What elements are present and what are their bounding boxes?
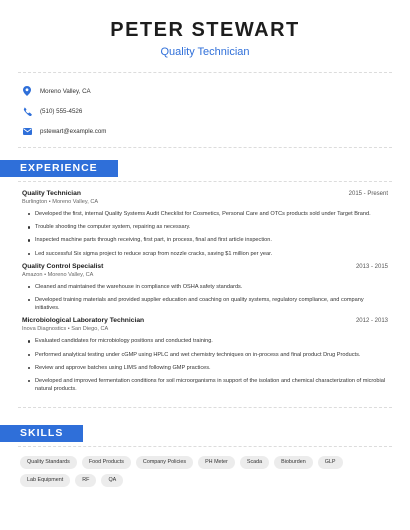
candidate-name: PETER STEWART: [110, 19, 300, 41]
job-location: Moreno Valley, CA: [52, 199, 99, 205]
job-bullets: [22, 210, 388, 258]
job-bullet: Performed analytical testing under cGMP using HPLC and wet chemistry techniques on in-process and final product Drug Products.: [28, 351, 388, 359]
job-entry: [0, 317, 410, 393]
contact-email-text: pstewart@example.com: [40, 127, 107, 135]
skill-chip: Company Policies: [136, 456, 193, 469]
job-location: Moreno Valley, CA: [47, 271, 94, 278]
divider: [18, 147, 392, 148]
job-bullet: Developed and improved fermentation conditions for soil microorganisms in support of the isolation and chemical characterization of microbial natural products.: [28, 377, 388, 393]
divider: [18, 446, 392, 447]
contact-location-text: Moreno Valley, CA: [40, 87, 91, 95]
job-bullet: Trouble shooting the computer system, repairing as necessary.: [28, 223, 388, 231]
candidate-title: Quality Technician: [160, 46, 250, 58]
job-entry: [0, 190, 410, 258]
skills-list: [0, 456, 410, 487]
job-entry: [0, 263, 410, 313]
job-company: Burlington: [22, 199, 48, 205]
job-dates: 2015 - Present: [348, 191, 388, 197]
map-pin-icon: [22, 86, 32, 96]
job-bullets: [22, 283, 388, 313]
job-company-location: Inova Diagnostics • San Diego, CA: [22, 326, 109, 333]
job-title: Microbiological Laboratory Technician: [22, 317, 145, 325]
job-bullet: Cleaned and maintained the warehouse in compliance with OSHA safety standards.: [28, 283, 388, 291]
contact-phone-text: (510) 555-4526: [40, 107, 83, 115]
skill-chip: Food Products: [82, 456, 131, 469]
job-bullets: [22, 337, 388, 393]
skill-chip: RF: [75, 474, 96, 487]
contact-block: [0, 73, 410, 147]
job-bullet: Inspected machine parts through receiving, first part, in process, final and first article inspection.: [28, 236, 388, 244]
skill-chip: Quality Standards: [20, 456, 77, 469]
contact-phone: [22, 101, 388, 121]
skill-chip: Bioburden: [274, 456, 313, 469]
experience-list: [0, 190, 410, 393]
experience-heading: EXPERIENCE: [0, 160, 118, 177]
skill-chip: Lab Equipment: [20, 474, 70, 487]
job-company: Amazon: [22, 271, 43, 278]
experience-section: [0, 158, 410, 182]
job-company-location: Burlington • Moreno Valley, CA: [22, 199, 99, 205]
job-bullet: Developed training materials and provided supplier education and coaching on quality systems, regulatory compliance, and company initiatives.: [28, 296, 388, 312]
phone-icon: [22, 106, 32, 116]
resume-header: [0, 0, 410, 59]
contact-location: [22, 81, 388, 101]
job-bullet: Developed the first, internal Quality Systems Audit Checklist for Cosmetics, Personal Care and OTCs products sold under Target Brand.: [28, 210, 388, 218]
job-company-location: Amazon • Moreno Valley, CA: [22, 271, 94, 278]
job-title: Quality Technician: [22, 190, 81, 197]
job-bullet: Review and approve batches using LIMS and following GMP practices.: [28, 364, 388, 372]
skill-chip: QA: [101, 474, 123, 487]
contact-email: [22, 121, 388, 141]
skill-chip: PH Meter: [198, 456, 235, 469]
divider: [18, 407, 392, 408]
skills-section: [0, 423, 410, 447]
skill-chip: Scada: [240, 456, 269, 469]
job-company: Inova Diagnostics: [22, 326, 67, 333]
job-location: San Diego, CA: [71, 326, 109, 333]
divider: [18, 181, 392, 182]
job-bullet: Evaluated candidates for microbiology positions and conducted training.: [28, 337, 388, 345]
envelope-icon: [22, 126, 32, 136]
job-title: Quality Control Specialist: [22, 262, 104, 270]
job-dates: 2012 - 2013: [355, 318, 388, 325]
job-bullet: Led successful Six sigma project to reduce scrap from nozzle cracks, saving $1 million per year.: [28, 250, 388, 258]
job-dates: 2013 - 2015: [355, 263, 388, 270]
skills-heading: SKILLS: [0, 425, 83, 442]
skill-chip: GLP: [318, 456, 343, 469]
